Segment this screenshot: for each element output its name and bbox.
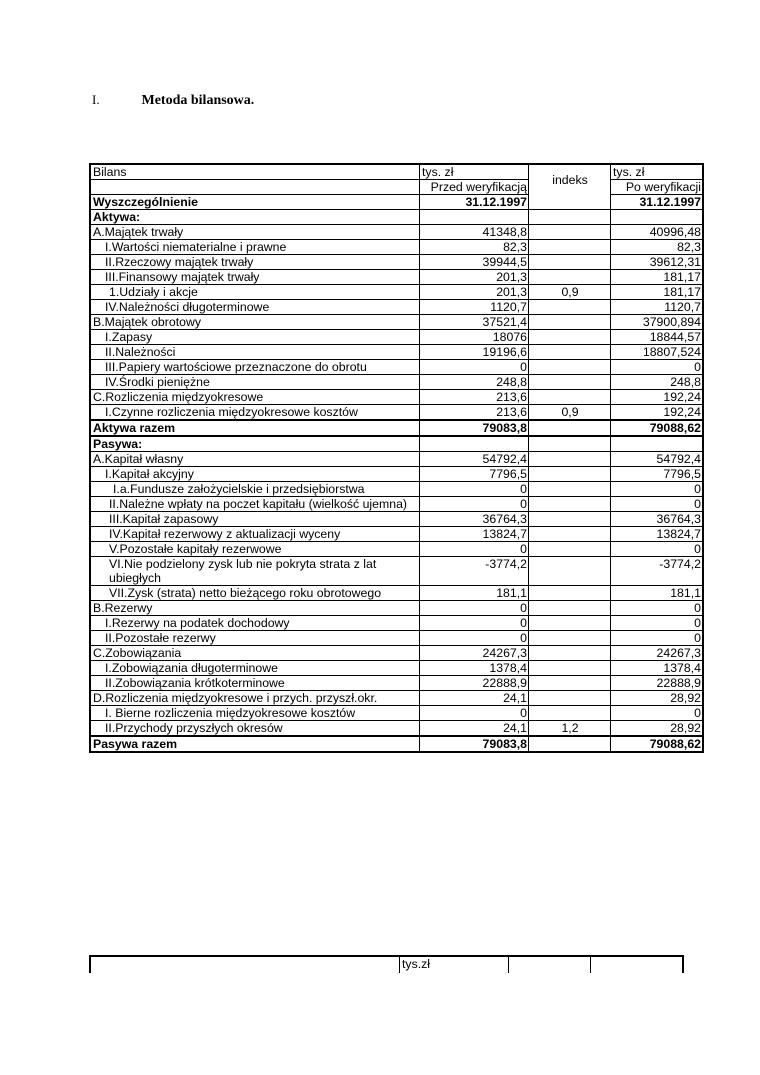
row-index: 1,2 <box>529 721 611 737</box>
row-value-before: 24,1 <box>420 691 529 706</box>
table-row <box>90 691 703 706</box>
row-label: I.Rezerwy na podatek dochodowy <box>90 616 420 631</box>
balance-sheet-table <box>89 163 704 753</box>
table-row <box>90 736 703 752</box>
row-index <box>529 631 611 646</box>
table-row <box>90 646 703 661</box>
header-after-verification: Po weryfikacji <box>611 180 704 195</box>
table-row <box>90 557 703 586</box>
row-value-after: 37900,894 <box>611 315 704 330</box>
row-value-after: 181,17 <box>611 270 704 285</box>
row-index <box>529 586 611 601</box>
row-value-before: 54792,4 <box>420 452 529 467</box>
table-row <box>90 330 703 345</box>
row-value-before: 201,3 <box>420 285 529 300</box>
row-value-before: 0 <box>420 482 529 497</box>
table-row <box>90 527 703 542</box>
row-label: IV.Kapitał rezerwowy z aktualizacji wyceny <box>90 527 420 542</box>
table-row <box>90 676 703 691</box>
row-label: I.Wartości niematerialne i prawne <box>90 240 420 255</box>
row-value-after: 54792,4 <box>611 452 704 467</box>
row-label: A.Kapitał własny <box>90 452 420 467</box>
row-index <box>529 375 611 390</box>
table-row <box>90 240 703 255</box>
header-before-verification: Przed weryfikacją <box>420 180 529 195</box>
row-index <box>529 270 611 285</box>
row-value-before: 1120,7 <box>420 300 529 315</box>
row-value-before: 213,6 <box>420 390 529 405</box>
table-row <box>90 405 703 421</box>
table-row <box>90 360 703 375</box>
row-label: II.Przychody przyszłych okresów <box>90 721 420 737</box>
row-label: IV.Należności długoterminowe <box>90 300 420 315</box>
header-wyszczegolnienie: Wyszczególnienie <box>90 195 420 210</box>
row-index <box>529 542 611 557</box>
row-index <box>529 255 611 270</box>
row-label: Pasywa razem <box>90 736 420 752</box>
continuation-unit: tys.zł <box>400 956 509 973</box>
continuation-cell-4 <box>591 956 684 973</box>
table-row <box>90 345 703 360</box>
header-row-2 <box>90 180 703 195</box>
row-label: III.Finansowy majątek trwały <box>90 270 420 285</box>
row-value-before: 213,6 <box>420 405 529 421</box>
continuation-cell-1 <box>90 956 400 973</box>
table-row <box>90 706 703 721</box>
row-index <box>529 210 611 225</box>
row-value-before: -3774,2 <box>420 557 529 586</box>
row-index <box>529 557 611 586</box>
header-row-1 <box>90 164 703 180</box>
row-value-after: 1378,4 <box>611 661 704 676</box>
table-row <box>90 616 703 631</box>
row-value-after: 0 <box>611 482 704 497</box>
row-label: D.Rozliczenia międzyokresowe i przych. przyszł.okr. <box>90 691 420 706</box>
row-label: VII.Zysk (strata) netto bieżącego roku obrotowego <box>90 586 420 601</box>
row-value-before: 201,3 <box>420 270 529 285</box>
row-value-before: 36764,3 <box>420 512 529 527</box>
row-label: III.Kapitał zapasowy <box>90 512 420 527</box>
table-row <box>90 512 703 527</box>
row-value-after: 36764,3 <box>611 512 704 527</box>
table-row <box>90 661 703 676</box>
row-label: V.Pozostałe kapitały rezerwowe <box>90 542 420 557</box>
table-row <box>90 375 703 390</box>
row-index <box>529 467 611 482</box>
row-index <box>529 512 611 527</box>
continuation-header-row <box>90 956 683 973</box>
row-value-after: 22888,9 <box>611 676 704 691</box>
row-index <box>529 225 611 240</box>
row-value-after: 24267,3 <box>611 646 704 661</box>
row-index <box>529 360 611 375</box>
row-value-after: 192,24 <box>611 390 704 405</box>
row-index <box>529 706 611 721</box>
row-value-after: 0 <box>611 631 704 646</box>
row-index <box>529 420 611 436</box>
row-value-after: -3774,2 <box>611 557 704 586</box>
row-value-before: 37521,4 <box>420 315 529 330</box>
section-number: I. <box>92 92 100 107</box>
row-label: I. Bierne rozliczenia międzyokresowe kosztów <box>90 706 420 721</box>
row-value-before: 0 <box>420 360 529 375</box>
row-index <box>529 436 611 452</box>
row-label: VI.Nie podzielony zysk lub nie pokryta strata z lat ubiegłych <box>90 557 420 586</box>
row-index <box>529 616 611 631</box>
header-indeks: indeks <box>529 164 611 195</box>
table-row <box>90 225 703 240</box>
row-value-after <box>611 436 704 452</box>
table-row <box>90 285 703 300</box>
table-row <box>90 210 703 225</box>
row-label: C.Rozliczenia międzyokresowe <box>90 390 420 405</box>
row-value-after: 181,17 <box>611 285 704 300</box>
row-value-before: 0 <box>420 601 529 616</box>
table-row <box>90 300 703 315</box>
row-label: C.Zobowiązania <box>90 646 420 661</box>
row-label: III.Papiery wartościowe przeznaczone do obrotu <box>90 360 420 375</box>
row-value-before: 0 <box>420 631 529 646</box>
header-unit-before: tys. zł <box>420 164 529 180</box>
section-heading <box>92 92 254 109</box>
row-value-before: 0 <box>420 706 529 721</box>
row-value-before: 0 <box>420 542 529 557</box>
row-index: 0,9 <box>529 405 611 421</box>
row-label: II.Zobowiązania krótkoterminowe <box>90 676 420 691</box>
row-value-before: 22888,9 <box>420 676 529 691</box>
table-row <box>90 482 703 497</box>
row-label: II.Należne wpłaty na poczet kapitału (wielkość ujemna) <box>90 497 420 512</box>
row-value-after <box>611 210 704 225</box>
row-index <box>529 390 611 405</box>
row-label: II.Należności <box>90 345 420 360</box>
row-index <box>529 497 611 512</box>
row-label: I.Zapasy <box>90 330 420 345</box>
row-value-after: 0 <box>611 616 704 631</box>
row-value-after: 0 <box>611 497 704 512</box>
row-value-after: 82,3 <box>611 240 704 255</box>
row-value-after: 18844,57 <box>611 330 704 345</box>
row-value-before: 13824,7 <box>420 527 529 542</box>
row-index <box>529 601 611 616</box>
row-index <box>529 676 611 691</box>
row-value-after: 79088,62 <box>611 420 704 436</box>
row-value-after: 248,8 <box>611 375 704 390</box>
row-value-before: 248,8 <box>420 375 529 390</box>
row-label: II.Rzeczowy majątek trwały <box>90 255 420 270</box>
table-row <box>90 452 703 467</box>
row-value-after: 0 <box>611 542 704 557</box>
row-index <box>529 315 611 330</box>
row-value-after: 28,92 <box>611 721 704 737</box>
table-row <box>90 420 703 436</box>
row-value-before: 18076 <box>420 330 529 345</box>
table-row <box>90 542 703 557</box>
row-label: I.Czynne rozliczenia międzyokresowe kosztów <box>90 405 420 421</box>
row-value-before: 1378,4 <box>420 661 529 676</box>
row-label: II.Pozostałe rezerwy <box>90 631 420 646</box>
header-bilans: Bilans <box>90 164 420 180</box>
row-value-after: 181,1 <box>611 586 704 601</box>
row-value-after: 0 <box>611 706 704 721</box>
row-value-before: 79083,8 <box>420 420 529 436</box>
row-index <box>529 300 611 315</box>
table-row <box>90 586 703 601</box>
row-value-before: 39944,5 <box>420 255 529 270</box>
table-row <box>90 721 703 737</box>
row-value-after: 18807,524 <box>611 345 704 360</box>
row-index <box>529 240 611 255</box>
row-index: 0,9 <box>529 285 611 300</box>
row-label: B.Majątek obrotowy <box>90 315 420 330</box>
row-label: B.Rezerwy <box>90 601 420 616</box>
row-value-before: 7796,5 <box>420 467 529 482</box>
row-value-after: 1120,7 <box>611 300 704 315</box>
row-value-before: 181,1 <box>420 586 529 601</box>
row-label: Aktywa: <box>90 210 420 225</box>
row-value-after: 0 <box>611 360 704 375</box>
row-value-after: 79088,62 <box>611 736 704 752</box>
table-row <box>90 601 703 616</box>
table-row <box>90 631 703 646</box>
header-date-after: 31.12.1997 <box>611 195 704 210</box>
row-value-after: 39612,31 <box>611 255 704 270</box>
row-label: I.Zobowiązania długoterminowe <box>90 661 420 676</box>
row-value-after: 40996,48 <box>611 225 704 240</box>
row-value-before: 0 <box>420 497 529 512</box>
header-row-3 <box>90 195 703 210</box>
row-label: 1.Udziały i akcje <box>90 285 420 300</box>
header-empty <box>90 180 420 195</box>
row-label: A.Majątek trwały <box>90 225 420 240</box>
row-value-before: 41348,8 <box>420 225 529 240</box>
row-value-after: 7796,5 <box>611 467 704 482</box>
continuation-cell-3 <box>509 956 591 973</box>
row-label: Pasywa: <box>90 436 420 452</box>
table-row <box>90 436 703 452</box>
header-date-before: 31.12.1997 <box>420 195 529 210</box>
row-index <box>529 691 611 706</box>
table-row <box>90 315 703 330</box>
table-row <box>90 467 703 482</box>
row-value-before <box>420 436 529 452</box>
row-value-before: 79083,8 <box>420 736 529 752</box>
row-value-before: 24267,3 <box>420 646 529 661</box>
header-unit-after: tys. zł <box>611 164 704 180</box>
row-value-after: 13824,7 <box>611 527 704 542</box>
row-index <box>529 646 611 661</box>
row-index <box>529 330 611 345</box>
row-index <box>529 661 611 676</box>
row-label: IV.Środki pieniężne <box>90 375 420 390</box>
row-value-before <box>420 210 529 225</box>
continuation-table <box>89 955 684 973</box>
section-title: Metoda bilansowa. <box>141 93 255 108</box>
row-value-after: 28,92 <box>611 691 704 706</box>
row-label: Aktywa razem <box>90 420 420 436</box>
row-value-before: 24,1 <box>420 721 529 737</box>
row-index <box>529 345 611 360</box>
row-value-before: 82,3 <box>420 240 529 255</box>
table-row <box>90 497 703 512</box>
row-label: I.a.Fundusze założycielskie i przedsiębiorstwa <box>90 482 420 497</box>
header-index-empty <box>529 195 611 210</box>
row-label: I.Kapitał akcyjny <box>90 467 420 482</box>
table-row <box>90 390 703 405</box>
row-index <box>529 452 611 467</box>
row-index <box>529 736 611 752</box>
row-index <box>529 527 611 542</box>
row-value-after: 0 <box>611 601 704 616</box>
row-value-after: 192,24 <box>611 405 704 421</box>
row-value-before: 0 <box>420 616 529 631</box>
table-row <box>90 255 703 270</box>
row-value-before: 19196,6 <box>420 345 529 360</box>
table-row <box>90 270 703 285</box>
row-index <box>529 482 611 497</box>
